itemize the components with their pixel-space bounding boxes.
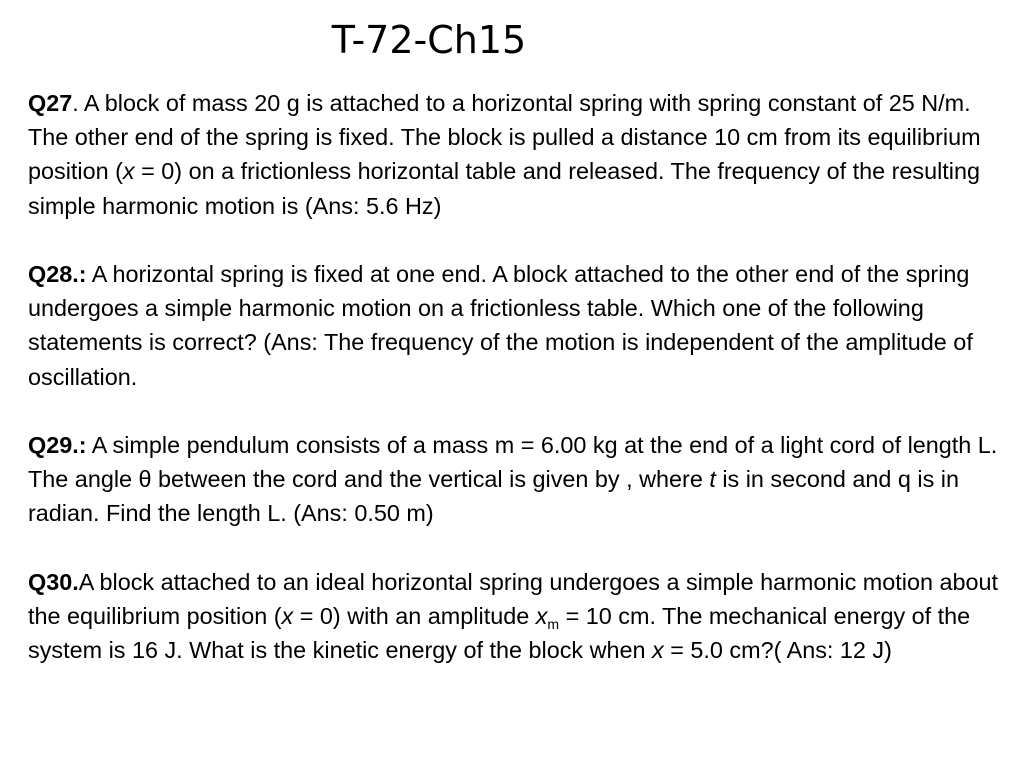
- question-label: Q29.:: [28, 432, 87, 458]
- question-label: Q30.: [28, 568, 79, 595]
- question-text: = 0) on a frictionless horizontal table and released. The frequency of the resulting simple harmonic motion is (Ans: 5.6 Hz): [28, 158, 981, 219]
- question-q28: [28, 257, 1012, 394]
- question-list: [28, 86, 1012, 702]
- question-text: A block attached to an ideal horizontal spring undergoes a simple harmonic motion about the equilibrium position (: [28, 568, 999, 629]
- question-label: Q27: [28, 90, 73, 116]
- question-text: = 10 cm. The mechanical energy of the system is 16 J. What is the kinetic energy of the block when: [28, 603, 971, 664]
- question-text: . A block of mass 20 g is attached to a horizontal spring with spring constant of 25 N/m. The other end of the spring is fixed. The block is pulled a distance 10 cm from its equilibrium position (: [28, 90, 981, 185]
- question-text: A horizontal spring is fixed at one end. A block attached to the other end of the spring undergoes a simple harmonic motion on a frictionless table. Which one of the following statements is correct? (Ans: The frequency of the motion is independent of the amplitude of oscillation.: [28, 261, 973, 390]
- variable-t: t: [709, 466, 716, 493]
- question-q30: [28, 565, 1012, 668]
- question-text: is in second and q is in radian. Find the length L. (Ans: 0.50 m): [28, 466, 959, 527]
- subscript-m: m: [547, 616, 560, 632]
- variable-x: x: [652, 637, 664, 664]
- variable-x: x: [281, 603, 294, 629]
- question-text: = 5.0 cm?( Ans: 12 J): [663, 637, 892, 664]
- slide-title: T-72-Ch15: [331, 18, 527, 62]
- question-text: = 0) with an amplitude: [293, 603, 536, 629]
- question-q27: [28, 86, 1012, 223]
- question-q29: [28, 428, 1012, 531]
- question-label: Q28.:: [28, 261, 87, 287]
- question-text: A simple pendulum consists of a mass m = 6.00 kg at the end of a light cord of length L. The angle θ between the cord and the vertical is given by , where: [28, 432, 998, 493]
- variable-x: x: [122, 158, 135, 185]
- variable-x-m: x: [535, 603, 548, 629]
